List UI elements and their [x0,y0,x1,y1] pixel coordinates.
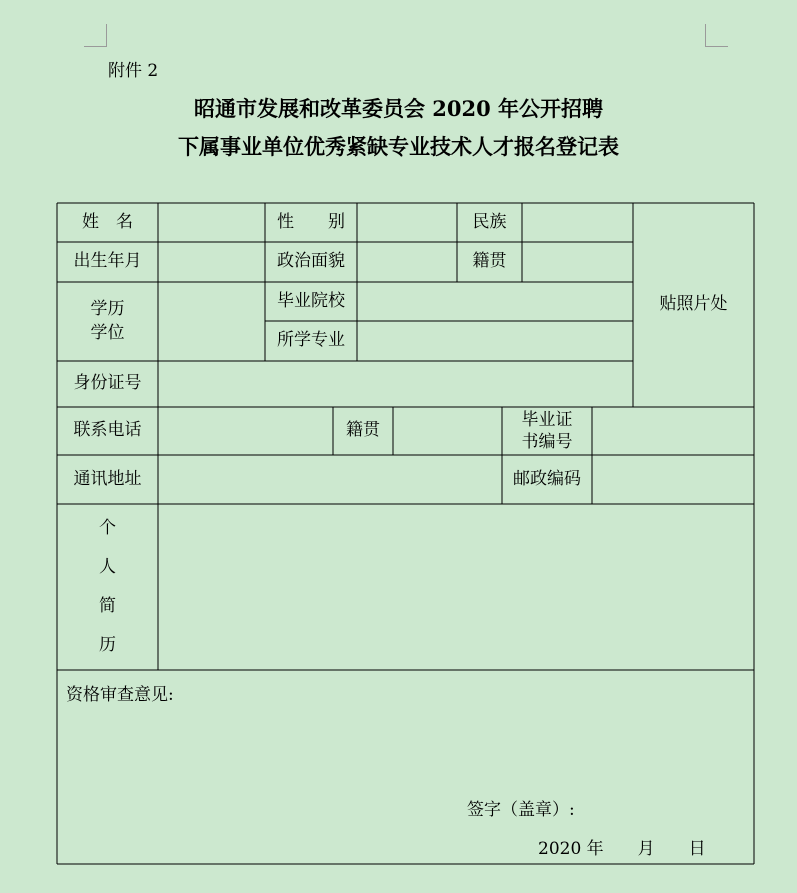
resume-char-2: 人 [99,557,116,577]
gender-field[interactable] [357,203,457,242]
margin-mark-right [705,24,728,47]
name-field[interactable] [158,203,265,242]
resume-field[interactable] [158,504,754,670]
native-place-field[interactable] [522,242,633,282]
native-place-2-field[interactable] [393,407,502,455]
id-number-label: 身份证号 [73,373,142,394]
certificate-number-label [502,407,592,455]
birth-label: 出生年月 [73,251,142,272]
ethnicity-field[interactable] [522,203,633,242]
id-number-field[interactable] [158,361,633,407]
name-label: 姓 名 [82,211,133,232]
resume-char-1: 个 [99,518,116,538]
education-label-line-2: 学位 [90,322,125,343]
postal-code-label: 邮政编码 [513,468,581,489]
photo-placeholder[interactable]: 贴照片处 [659,294,728,315]
document-title-line-1: 昭通市发展和改革委员会 2020 年公开招聘 [193,96,604,121]
resume-char-3: 简 [99,596,116,616]
margin-mark-left [84,24,107,47]
document-title-line-2: 下属事业单位优秀紧缺专业技术人才报名登记表 [178,134,619,159]
native-place-label: 籍贯 [472,251,507,272]
certificate-label-line-2: 书编号 [521,432,573,452]
resume-char-4: 历 [99,635,116,655]
ethnicity-label: 民族 [472,211,507,232]
address-label: 通讯地址 [73,468,142,489]
political-field[interactable] [357,242,457,282]
signature-label: 签字（盖章）: [467,800,575,820]
phone-field[interactable] [158,407,333,455]
education-field[interactable] [158,282,265,361]
political-label: 政治面貌 [277,251,345,272]
major-field[interactable] [357,321,633,361]
graduated-school-field[interactable] [357,282,633,321]
birth-field[interactable] [158,242,265,282]
review-date: 2020 年 月 日 [538,839,706,859]
address-field[interactable] [158,455,502,504]
postal-code-field[interactable] [592,455,754,504]
certificate-label-line-1: 毕业证 [521,409,573,430]
native-place-2-label: 籍贯 [346,420,380,441]
phone-label: 联系电话 [73,420,142,441]
graduated-school-label: 毕业院校 [277,290,345,311]
certificate-number-field[interactable] [592,407,754,455]
attachment-label: 附件 2 [108,61,159,81]
education-label [57,282,158,361]
education-label-line-1: 学历 [90,298,125,319]
resume-label [57,504,158,670]
review-opinion-label: 资格审查意见: [66,685,174,705]
gender-label: 性 别 [277,211,345,232]
major-label: 所学专业 [277,330,345,351]
